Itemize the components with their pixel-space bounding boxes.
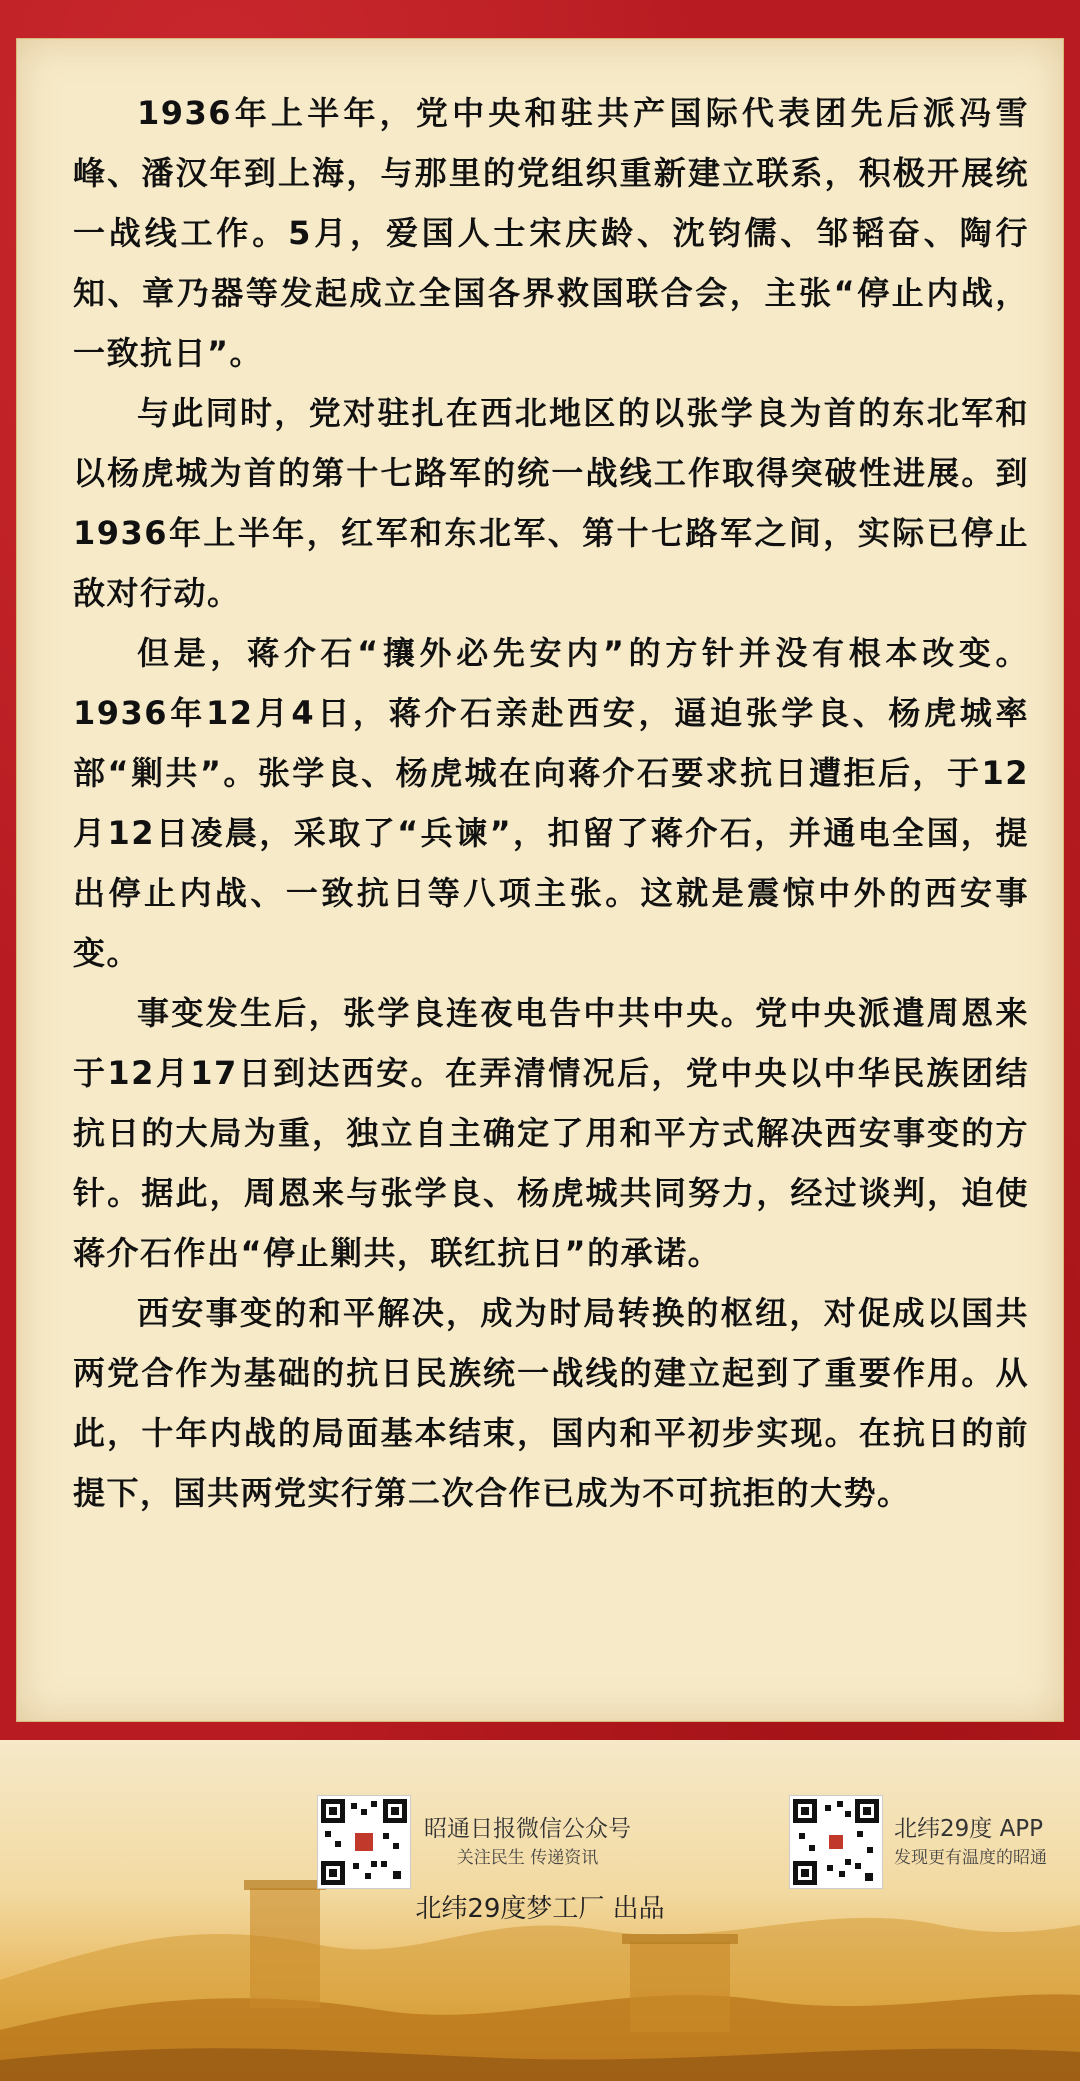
article-paragraph-4: 事变发生后，张学良连夜电告中共中央。党中央派遣周恩来于12月17日到达西安。在弄清情况后，党中央以中华民族团结抗日的大局为重，独立自主确定了用和平方式解决西安事变的方针。据此，周恩来与张学良、杨虎城共同努力，经过谈判，迫使蒋介石作出“停止剿共，联红抗日”的承诺。 — [73, 994, 1029, 1272]
app-qr-code-icon — [790, 1796, 882, 1888]
wechat-qr-code-icon — [318, 1796, 410, 1888]
article-paragraph-3: 但是，蒋介石“攘外必先安内”的方针并没有根本改变。1936年12月4日，蒋介石亲赴西安，逼迫张学良、杨虎城率部“剿共”。张学良、杨虎城在向蒋介石要求抗日遭拒后，于12月12日凌晨，采取了“兵谏”，扣留了蒋介石，并通电全国，提出停止内战、一致抗日等八项主张。这就是震惊中外的西安事变。 — [73, 634, 1029, 972]
wechat-qr-block — [318, 1796, 631, 1888]
producer-credit: 北纬29度梦工厂 出品 — [415, 1894, 665, 1924]
app-slogan: 发现更有温度的昭通 — [894, 1848, 1047, 1868]
article-paragraph-5: 西安事变的和平解决，成为时局转换的枢纽，对促成以国共两党合作为基础的抗日民族统一战线的建立起到了重要作用。从此，十年内战的局面基本结束，国内和平初步实现。在抗日的前提下，国共两党实行第二次合作已成为不可抗拒的大势。 — [73, 1294, 1029, 1512]
wechat-account-slogan: 关注民生 传递资讯 — [456, 1848, 599, 1868]
footer-banner — [0, 1740, 1080, 2081]
article-panel — [16, 38, 1064, 1722]
article-body — [73, 83, 1029, 1523]
article-paragraph-1: 1936年上半年，党中央和驻共产国际代表团先后派冯雪峰、潘汉年到上海，与那里的党组织重新建立联系，积极开展统一战线工作。5月，爱国人士宋庆龄、沈钧儒、邹韬奋、陶行知、章乃器等发起成立全国各界救国联合会，主张“停止内战，一致抗日”。 — [73, 94, 1029, 372]
wechat-account-label: 昭通日报微信公众号 — [424, 1816, 631, 1842]
article-paragraph-2: 与此同时，党对驻扎在西北地区的以张学良为首的东北军和以杨虎城为首的第十七路军的统一战线工作取得突破性进展。到1936年上半年，红军和东北军、第十七路军之间，实际已停止敌对行动。 — [73, 394, 1029, 612]
app-name-label: 北纬29度 APP — [894, 1816, 1044, 1842]
app-qr-block — [790, 1796, 1047, 1888]
